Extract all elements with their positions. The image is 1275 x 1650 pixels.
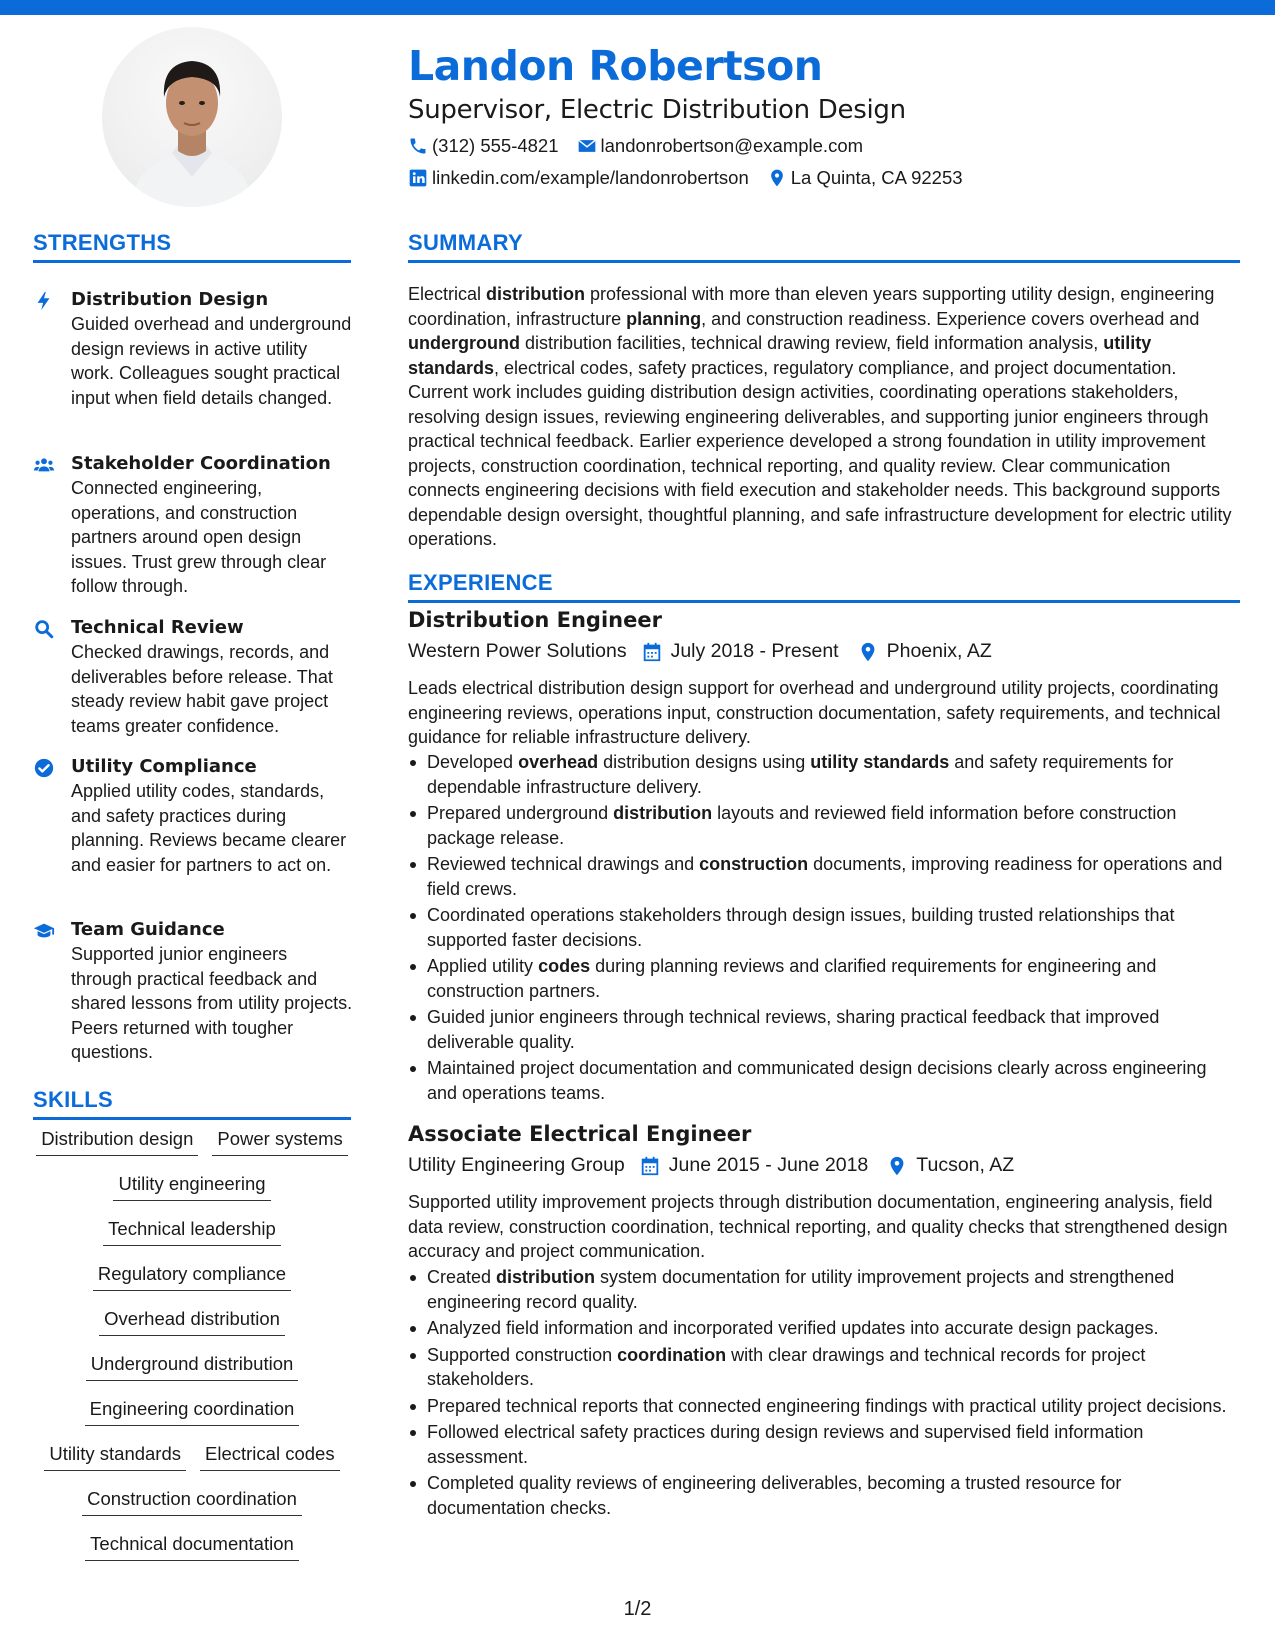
strength-item [33, 452, 353, 599]
summary-fragment: , and construction readiness. Experience covers overhead and [701, 308, 1200, 329]
achievement-keyword: construction [699, 854, 809, 874]
summary-keyword: underground [408, 333, 520, 353]
job-location: Phoenix, AZ [886, 640, 992, 662]
summary-fragment: Electrical [408, 284, 487, 304]
achievement-text: Guided junior engineers through technical reviews, sharing practical feedback that improved deliverable quality. [427, 1007, 1160, 1052]
email-contact[interactable] [577, 135, 864, 157]
skills-list [33, 1128, 351, 1578]
job-company: Utility Engineering Group [408, 1154, 625, 1176]
achievement-text: Created [427, 1267, 497, 1287]
achievement-item [408, 1343, 1240, 1392]
strength-title: Technical Review [71, 617, 244, 638]
achievement-item [408, 1471, 1240, 1520]
achievement-item [408, 1056, 1240, 1105]
skill-tag: Technical documentation [85, 1533, 299, 1561]
graduation-cap-icon [33, 920, 55, 942]
skill-tag: Regulatory compliance [93, 1263, 291, 1291]
job-achievements [408, 1265, 1240, 1522]
strength-item [33, 755, 353, 877]
job-title: Associate Electrical Engineer [408, 1122, 752, 1146]
job-dates: July 2018 - Present [670, 640, 839, 662]
job-meta [408, 640, 992, 663]
achievement-text: Analyzed field information and incorporated verified updates into accurate design packages. [427, 1318, 1159, 1338]
job-meta [408, 1154, 1014, 1177]
strength-item [33, 288, 353, 410]
job-dates: June 2015 - June 2018 [668, 1154, 869, 1176]
strength-title: Stakeholder Coordination [71, 453, 331, 474]
contact-row-primary [408, 135, 881, 157]
profile-photo [102, 27, 282, 207]
achievement-item [408, 750, 1240, 799]
job-company: Western Power Solutions [408, 640, 627, 662]
strength-item [33, 918, 353, 1065]
achievement-text: during planning reviews and clarified requirements for engineering and construction partners. [427, 956, 1157, 1001]
skill-tag: Utility standards [44, 1443, 186, 1471]
search-icon [33, 618, 55, 640]
summary-text [408, 282, 1240, 552]
achievement-item [408, 801, 1240, 850]
achievement-keyword: distribution [496, 1267, 596, 1287]
skill-tag: Construction coordination [82, 1488, 302, 1516]
achievement-text: Reviewed technical drawings and [427, 854, 700, 874]
job-description: Supported utility improvement projects through distribution documentation, engineering analysis, field data review, construction coordination, technical reporting, and quality checks that strengthened design accuracy and project communication. [408, 1192, 1228, 1261]
skill-tag: Technical leadership [103, 1218, 281, 1246]
candidate-name: Landon Robertson [408, 42, 823, 90]
check-circle-icon [33, 757, 55, 779]
achievement-text: Coordinated operations stakeholders through design issues, building trusted relationships that supported faster decisions. [427, 905, 1175, 950]
phone-text: (312) 555-4821 [432, 135, 559, 156]
phone-contact[interactable] [408, 135, 559, 157]
phone-icon [408, 136, 428, 156]
achievement-text: and safety requirements for dependable infrastructure delivery. [427, 752, 1174, 797]
contact-row-secondary [408, 167, 981, 189]
achievement-text: Supported construction [427, 1344, 618, 1365]
achievement-text: layouts and reviewed field information before construction package release. [427, 803, 1177, 848]
linkedin-text: linkedin.com/example/landonrobertson [432, 167, 749, 188]
job-location: Tucson, AZ [916, 1154, 1015, 1176]
summary-keyword: distribution [486, 284, 586, 304]
achievement-item [408, 1316, 1240, 1341]
calendar-icon [641, 641, 663, 663]
achievement-item [408, 1394, 1240, 1419]
achievement-text: Prepared underground [427, 803, 614, 823]
strength-description: Connected engineering, operations, and construction partners around open design issues. Trust grew through clear follow through. [71, 478, 327, 596]
calendar-icon [639, 1155, 661, 1177]
skill-tag: Engineering coordination [85, 1398, 300, 1426]
strengths-heading: STRENGTHS [33, 230, 351, 263]
strength-description: Supported junior engineers through practical feedback and shared lessons from utility projects. Peers returned with tougher questions. [71, 944, 353, 1062]
summary-keyword: planning [626, 308, 702, 329]
achievement-keyword: overhead [518, 752, 599, 772]
achievement-text: Prepared technical reports that connected engineering findings with practical utility project decisions. [427, 1395, 1227, 1416]
achievement-text: Followed electrical safety practices during design reviews and supervised field information assessment. [427, 1422, 1144, 1467]
location-contact [767, 167, 963, 189]
location-text: La Quinta, CA 92253 [790, 167, 963, 188]
summary-fragment: , electrical codes, safety practices, regulatory compliance, and project documentation. Current work includes guiding distribution design activities, coordinating operations stakeholders, resolving design issues, reviewing engineering deliverables, and supporting junior engineers through practical technical feedback. Earlier experience developed a strong foundation in utility improvement projects, construction coordination, technical reporting, and quality review. Clear communication connects engineering decisions with field execution and stakeholder needs. This background supports dependable design oversight, thoughtful planning, and safe infrastructure development for electric utility operations. [408, 357, 1232, 549]
job-achievements [408, 750, 1240, 1107]
strength-description: Applied utility codes, standards, and safety practices during planning. Reviews became clearer and easier for partners to act on. [71, 781, 347, 875]
achievement-text: distribution designs using [598, 752, 811, 772]
skill-tag: Utility engineering [113, 1173, 270, 1201]
job-description: Leads electrical distribution design support for overhead and underground utility projects, coordinating engineering reviews, operations input, construction documentation, safety requirements, and technical guidance for reliable infrastructure delivery. [408, 678, 1221, 747]
email-text: landonrobertson@example.com [600, 135, 864, 156]
achievement-text: Completed quality reviews of engineering deliverables, becoming a trusted resource for documentation checks. [427, 1473, 1122, 1518]
achievement-keyword: distribution [613, 803, 713, 823]
experience-heading: EXPERIENCE [408, 570, 1240, 603]
achievement-keyword: utility standards [810, 752, 950, 772]
skill-tag: Overhead distribution [99, 1308, 285, 1336]
candidate-headline: Supervisor, Electric Distribution Design [408, 95, 906, 125]
skill-tag: Power systems [212, 1128, 347, 1156]
skill-tag: Underground distribution [86, 1353, 299, 1381]
summary-keyword: utility standards [408, 333, 1152, 378]
top-accent-bar [0, 0, 1275, 15]
achievement-text: with clear drawings and technical records for project stakeholders. [427, 1344, 1146, 1389]
summary-fragment: distribution facilities, technical drawing review, field information analysis, [519, 333, 1104, 353]
achievement-item [408, 903, 1240, 952]
achievement-text: Developed [427, 752, 519, 772]
linkedin-contact[interactable] [408, 167, 749, 189]
email-icon [577, 136, 597, 156]
achievement-item [408, 1420, 1240, 1469]
strength-item [33, 616, 353, 738]
achievement-item [408, 954, 1240, 1003]
achievement-item [408, 852, 1240, 901]
skill-tag: Electrical codes [200, 1443, 340, 1471]
achievement-keyword: coordination [617, 1344, 727, 1365]
achievement-item [408, 1265, 1240, 1314]
job-title: Distribution Engineer [408, 608, 662, 632]
skills-heading: SKILLS [33, 1087, 351, 1120]
skill-tag: Distribution design [36, 1128, 198, 1156]
achievement-item [408, 1005, 1240, 1054]
users-icon [33, 454, 55, 476]
achievement-text: documents, improving readiness for operations and field crews. [427, 854, 1223, 899]
strength-title: Team Guidance [71, 919, 225, 940]
summary-fragment: professional with more than eleven years supporting utility design, engineering coordination, infrastructure [408, 284, 1215, 329]
page-number: 1/2 [623, 1598, 652, 1620]
linkedin-icon [408, 168, 428, 188]
achievement-text: system documentation for utility improvement projects and strengthened engineering record quality. [427, 1267, 1175, 1312]
strength-title: Distribution Design [71, 289, 269, 310]
location-pin-icon [886, 1155, 908, 1177]
strength-title: Utility Compliance [71, 756, 257, 777]
strength-description: Guided overhead and underground design reviews in active utility work. Colleagues sought practical input when field details changed. [71, 314, 352, 408]
location-pin-icon [857, 641, 879, 663]
location-pin-icon [767, 168, 787, 188]
lightning-icon [33, 290, 55, 312]
strength-description: Checked drawings, records, and deliverables before release. That steady review habit gave project teams greater confidence. [71, 642, 333, 736]
summary-heading: SUMMARY [408, 230, 1240, 263]
achievement-text: Applied utility [427, 956, 539, 976]
achievement-text: Maintained project documentation and communicated design decisions clearly across engineering and operations teams. [427, 1058, 1207, 1103]
achievement-keyword: codes [538, 956, 591, 976]
